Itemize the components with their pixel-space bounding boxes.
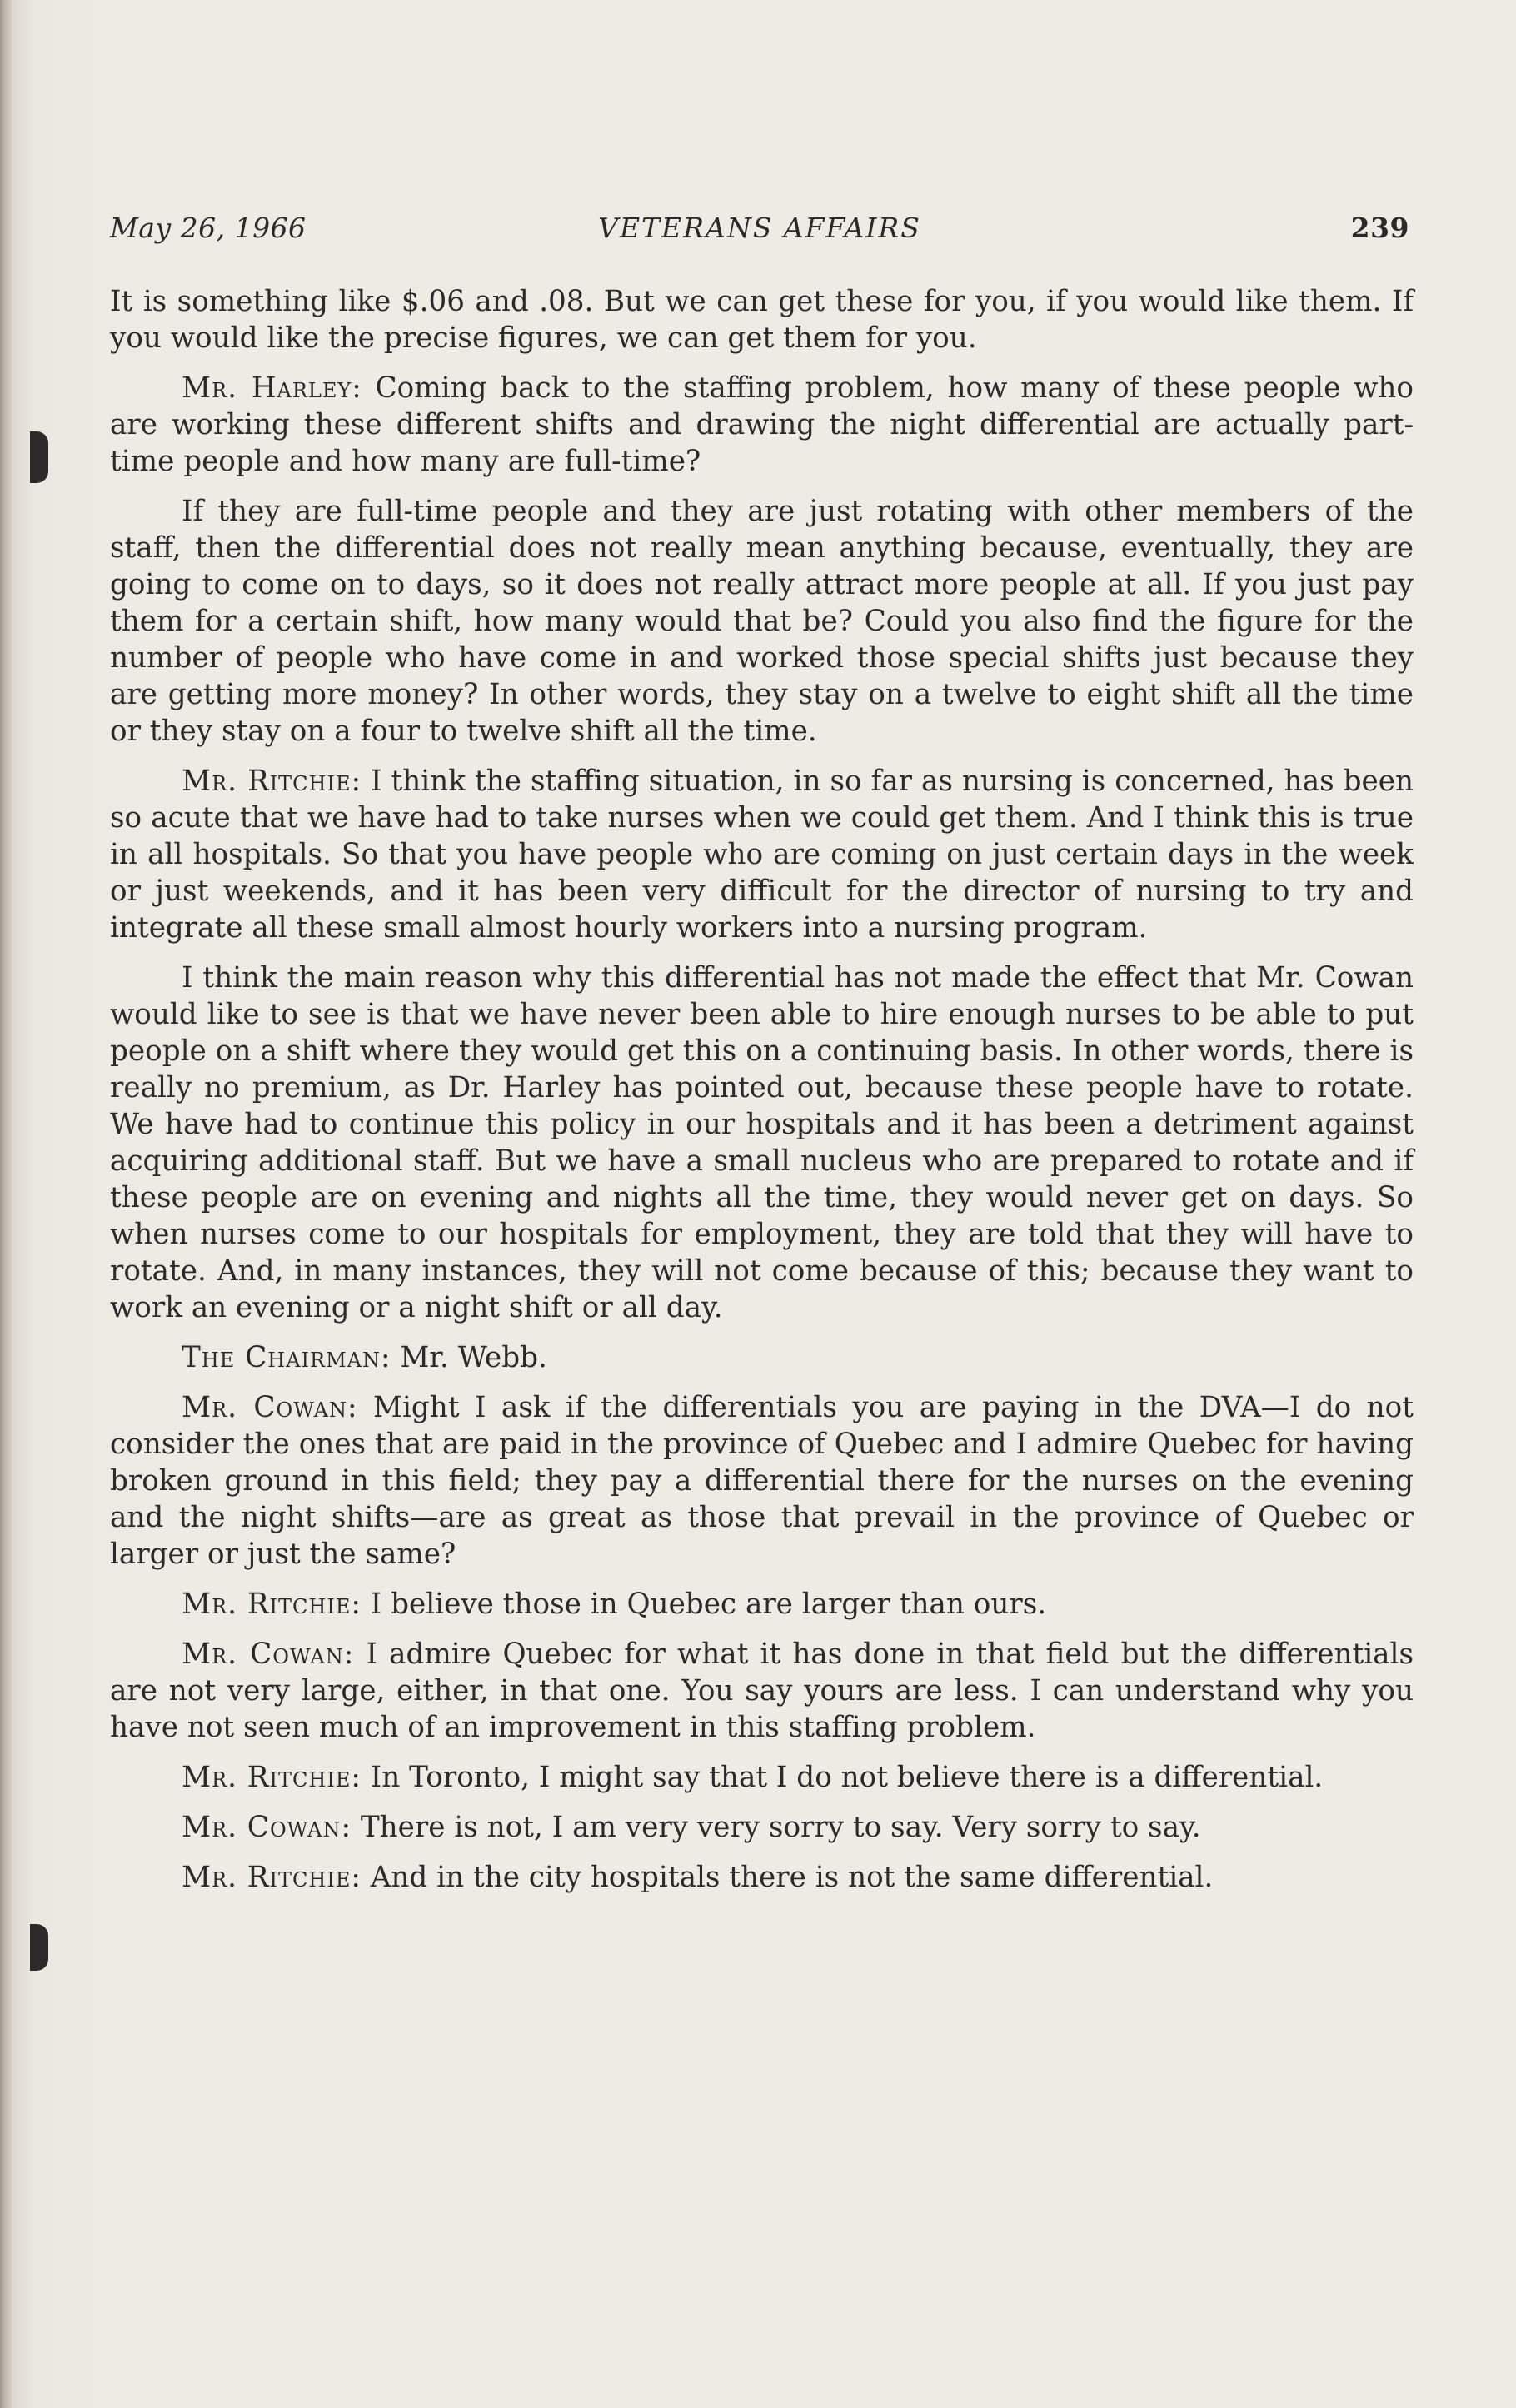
binder-hole-icon [30,431,48,483]
speaker-label: Mr. Harley: [182,371,362,405]
paragraph [110,763,1414,946]
speaker-label: Mr. Cowan: [182,1638,355,1671]
paragraph-text: If they are full-time people and they are just rotating with other members of the staff, then the differential does not really mean anything because, eventually, they are going to come on to days, so it does not really attract more people at all. If you just pay them for a certain shift, how many would that be? Could you also find the figure for the number of people who have come in and worked those special shifts just because they are getting more money? In other words, they stay on a twelve to eight shift all the time or they stay on a four to twelve shift all the time. [110,495,1414,748]
paragraph-text: And in the city hospitals there is not the same differential. [361,1861,1214,1894]
header-title: VETERANS AFFAIRS [598,212,921,244]
paragraph-text: I think the main reason why this differential has not made the effect that Mr. Cowan would like to see is that we have never been able to hire enough nurses to be able to put people on a shift where they would get this on a continuing basis. In other words, there is really no premium, as Dr. Harley has pointed out, because these people have to rotate. We have had to continue this policy in our hospitals and it has been a detriment against acquiring additional staff. But we have a small nucleus who are prepared to rotate and if these people are on evening and nights all the time, they would never get on days. So when nurses come to our hospitals for employment, they are told that they will have to rotate. And, in many instances, they will not come because of this; because they want to work an evening or a night shift or all day. [110,961,1414,1324]
paragraph [110,283,1414,356]
speaker-label: The Chairman: [182,1341,391,1374]
header-date: May 26, 1966 [110,212,307,244]
paragraph-text: I admire Quebec for what it has done in that field but the differentials are not very large, either, in that one. You say yours are less. I can understand why you have not seen much of an improvement in this staffing problem. [110,1638,1414,1744]
transcript-body [110,283,1414,1909]
paragraph-text: Mr. Webb. [391,1341,547,1374]
paragraph [110,1586,1414,1623]
paragraph-text: I believe those in Quebec are larger than ours. [361,1588,1047,1621]
speaker-label: Mr. Ritchie: [182,1861,362,1894]
paragraph [110,1859,1414,1896]
paragraph [110,493,1414,750]
paragraph [110,1759,1414,1796]
page-binding-edge [0,0,12,2408]
binder-hole-icon [30,1924,48,1971]
page-number: 239 [1350,212,1409,244]
speaker-label: Mr. Cowan: [182,1811,352,1844]
paragraph-text: It is something like $.06 and .08. But we can get these for you, if you would like them. If you would like the precise figures, we can get them for you. [110,285,1414,355]
paragraph [110,1389,1414,1573]
running-header [110,212,1409,250]
paragraph-text: I think the staffing situation, in so far as nursing is concerned, has been so acute that we have had to take nurses when we could get them. And I think this is true in all hospitals. So that you have people who are coming on just certain days in the week or just weekends, and it has been very difficult for the director of nursing to try and integrate all these small almost hourly workers into a nursing program. [110,765,1414,945]
paragraph-text: Might I ask if the differentials you are paying in the DVA—I do not consider the ones that are paid in the province of Quebec and I admire Quebec for having broken ground in this field; they pay a differential there for the nurses on the evening and the night shifts—are as great as those that prevail in the province of Quebec or larger or just the same? [110,1391,1414,1571]
speaker-label: Mr. Ritchie: [182,1588,362,1621]
paragraph [110,1339,1414,1376]
paragraph [110,1809,1414,1846]
paragraph-text: Coming back to the staffing problem, how many of these people who are working these different shifts and drawing the night differential are actually part-time people and how many are full-time? [110,371,1414,478]
paragraph [110,1636,1414,1746]
paragraph [110,960,1414,1326]
paragraph [110,370,1414,480]
speaker-label: Mr. Ritchie: [182,765,362,798]
speaker-label: Mr. Ritchie: [182,1761,362,1794]
paragraph-text: There is not, I am very very sorry to say. Very sorry to say. [351,1811,1201,1844]
speaker-label: Mr. Cowan: [182,1391,358,1424]
paragraph-text: In Toronto, I might say that I do not believe there is a differential. [361,1761,1324,1794]
